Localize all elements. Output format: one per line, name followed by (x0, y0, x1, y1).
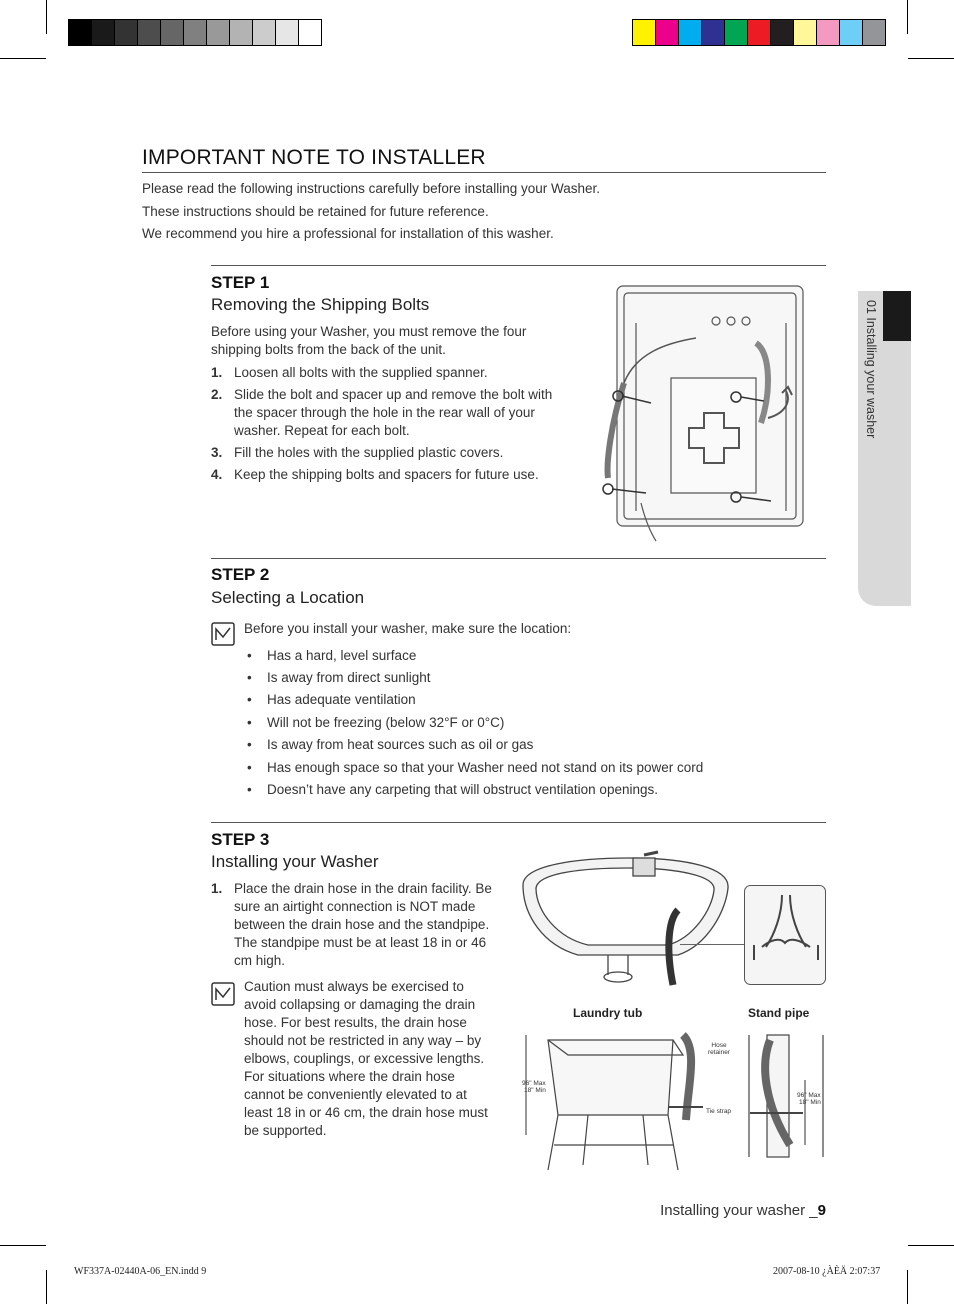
color-swatch (230, 20, 253, 45)
title-rule (142, 172, 826, 173)
color-swatch (253, 20, 276, 45)
hose-retainer-label: Hose retainer (707, 1042, 731, 1056)
color-swatch (840, 20, 863, 45)
color-swatch (276, 20, 299, 45)
color-swatch (817, 20, 840, 45)
step1-rule (211, 265, 826, 266)
page-footer: Installing your washer _9 (660, 1202, 826, 1219)
color-swatch (771, 20, 794, 45)
color-swatch (138, 20, 161, 45)
chapter-tab-label: 01 Installing your washer (864, 300, 878, 439)
pipe-min-label: 18" Min (799, 1099, 821, 1106)
tie-strap-label: Tie strap (706, 1108, 732, 1115)
step3-label: STEP 3 (211, 830, 270, 849)
caution-note-icon (211, 982, 235, 1006)
step2-label: STEP 2 (211, 565, 270, 584)
color-swatch (725, 20, 748, 45)
color-swatch (184, 20, 207, 45)
step3-subtitle: Installing your Washer (211, 852, 379, 871)
color-swatch (69, 20, 92, 45)
step1-subtitle: Removing the Shipping Bolts (211, 295, 430, 314)
color-swatch (92, 20, 115, 45)
laundry-tub-illustration (518, 1025, 733, 1180)
step2-note: Before you install your washer, make sure the location: (244, 621, 572, 636)
page-number: 9 (817, 1202, 826, 1219)
color-swatch (299, 20, 321, 45)
step2-subtitle: Selecting a Location (211, 588, 365, 607)
washer-rear-illustration (596, 283, 808, 547)
step3-caution: Caution must always be exercised to avoid collapsing or damaging the drain hose. For best results, the drain hose should not be restricted in any way – by elbows, couplings, or excessive lengths. For situations where the drain hose cannot be conveniently elevated to at least 18 in or 46 cm, the drain hose must be supported. (244, 979, 488, 1138)
color-swatch (656, 20, 679, 45)
pipe-max-label: 96" Max (797, 1092, 821, 1099)
detail-callout-line (680, 944, 744, 945)
hose-clip-detail (744, 885, 826, 985)
color-swatch (794, 20, 817, 45)
process-color-bar (632, 19, 886, 46)
page-title: IMPORTANT NOTE TO INSTALLER (142, 146, 486, 169)
intro-line-2: These instructions should be retained for future reference. (142, 204, 489, 219)
color-swatch (207, 20, 230, 45)
color-swatch (633, 20, 656, 45)
intro-line-1: Please read the following instructions carefully before installing your Washer. (142, 181, 600, 196)
sink-drain-illustration (518, 850, 738, 990)
step3-rule (211, 822, 826, 823)
intro-line-3: We recommend you hire a professional for installation of this washer. (142, 226, 554, 241)
chapter-tab-marker (883, 291, 911, 341)
step1-label: STEP 1 (211, 273, 270, 292)
color-swatch (702, 20, 725, 45)
color-swatch (748, 20, 771, 45)
color-swatch (161, 20, 184, 45)
step1-description: Before using your Washer, you must remove the four shipping bolts from the back of the unit. (211, 324, 527, 357)
stand-pipe-label: Stand pipe (748, 1006, 810, 1020)
note-icon (211, 622, 235, 646)
slug-timestamp: 2007-08-10 ¿ÀÈÄ 2:07:37 (773, 1266, 881, 1277)
laundry-tub-label: Laundry tub (573, 1006, 643, 1020)
slug-file-name: WF337A-02440A-06_EN.indd 9 (74, 1266, 207, 1277)
color-swatch (863, 20, 885, 45)
tub-max-label: 96" Max (522, 1080, 546, 1087)
color-swatch (679, 20, 702, 45)
step2-rule (211, 558, 826, 559)
color-swatch (115, 20, 138, 45)
grayscale-color-bar (68, 19, 322, 46)
tub-min-label: 18" Min (524, 1087, 546, 1094)
